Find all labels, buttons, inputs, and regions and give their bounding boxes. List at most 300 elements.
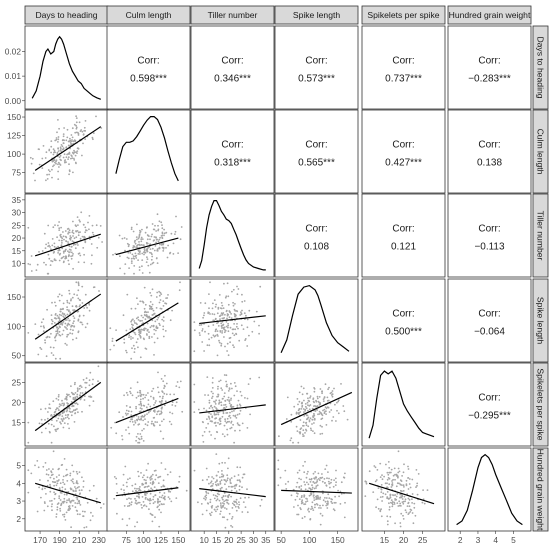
scatter-point — [214, 401, 216, 403]
scatter-point — [316, 503, 318, 505]
scatter-point — [231, 518, 233, 520]
scatter-point — [310, 508, 312, 510]
scatter-point — [123, 489, 125, 491]
scatter-point — [154, 313, 156, 315]
scatter-point — [246, 345, 248, 347]
panel-r0-c1 — [107, 26, 190, 109]
scatter-point — [325, 406, 327, 408]
scatter-point — [72, 255, 74, 257]
scatter-point — [163, 235, 165, 237]
scatter-point — [418, 473, 420, 475]
scatter-point — [154, 321, 156, 323]
scatter-point — [424, 503, 426, 505]
scatter-point — [231, 477, 233, 479]
scatter-point — [222, 499, 224, 501]
scatter-point — [56, 484, 58, 486]
scatter-point — [152, 314, 154, 316]
scatter-point — [307, 397, 309, 399]
scatter-point — [306, 477, 308, 479]
scatter-point — [217, 355, 219, 357]
scatter-point — [137, 442, 139, 444]
scatter-point — [234, 504, 236, 506]
scatter-point — [285, 488, 287, 490]
x-tick-label: 190 — [52, 535, 67, 545]
scatter-point — [54, 302, 56, 304]
scatter-point — [206, 468, 208, 470]
scatter-point — [219, 513, 221, 515]
scatter-point — [216, 334, 218, 336]
scatter-point — [125, 350, 127, 352]
scatter-point — [215, 399, 217, 401]
scatter-point — [382, 496, 384, 498]
scatter-point — [92, 515, 94, 517]
scatter-point — [312, 398, 314, 400]
scatter-point — [231, 291, 233, 293]
scatter-point — [44, 502, 46, 504]
scatter-point — [326, 497, 328, 499]
scatter-point — [135, 422, 137, 424]
scatter-point — [136, 488, 138, 490]
scatter-point — [290, 437, 292, 439]
scatter-point — [83, 379, 85, 381]
scatter-point — [214, 336, 216, 338]
scatter-point — [53, 450, 55, 452]
scatter-point — [209, 400, 211, 402]
scatter-point — [61, 236, 63, 238]
scatter-point — [59, 487, 61, 489]
scatter-point — [342, 405, 344, 407]
scatter-point — [131, 258, 133, 260]
scatter-point — [317, 413, 319, 415]
scatter-point — [335, 420, 337, 422]
scatter-point — [55, 358, 57, 360]
scatter-point — [56, 236, 58, 238]
scatter-point — [228, 390, 230, 392]
scatter-point — [68, 508, 70, 510]
scatter-point — [225, 381, 227, 383]
scatter-point — [71, 333, 73, 335]
scatter-point — [132, 328, 134, 330]
scatter-point — [217, 386, 219, 388]
scatter-point — [232, 507, 234, 509]
scatter-point — [169, 421, 171, 423]
scatter-point — [61, 324, 63, 326]
scatter-point — [138, 319, 140, 321]
corr-label: Corr: — [305, 55, 328, 67]
scatter-point — [146, 506, 148, 508]
scatter-point — [137, 392, 139, 394]
scatter-point — [227, 295, 229, 297]
scatter-point — [379, 463, 381, 465]
scatter-point — [232, 302, 234, 304]
scatter-point — [138, 329, 140, 331]
scatter-point — [226, 429, 228, 431]
scatter-point — [303, 415, 305, 417]
scatter-point — [141, 265, 143, 267]
scatter-point — [311, 506, 313, 508]
scatter-point — [227, 519, 229, 521]
scatter-point — [310, 429, 312, 431]
scatter-point — [216, 475, 218, 477]
scatter-point — [165, 330, 167, 332]
scatter-point — [163, 320, 165, 322]
scatter-point — [211, 485, 213, 487]
scatter-point — [140, 504, 142, 506]
scatter-point — [128, 433, 130, 435]
scatter-point — [124, 263, 126, 265]
x-axis-culm-length — [122, 531, 186, 545]
scatter-point — [399, 471, 401, 473]
scatter-point — [59, 331, 61, 333]
scatter-point — [310, 481, 312, 483]
scatter-point — [147, 329, 149, 331]
x-tick-label: 30 — [248, 535, 259, 545]
scatter-point — [160, 293, 162, 295]
scatter-point — [332, 396, 334, 398]
scatter-point — [199, 332, 201, 334]
scatter-point — [193, 401, 195, 403]
scatter-point — [47, 505, 49, 507]
scatter-point — [215, 330, 217, 332]
scatter-point — [153, 240, 155, 242]
scatter-point — [131, 485, 133, 487]
scatter-point — [80, 211, 82, 213]
scatter-point — [234, 303, 236, 305]
scatter-point — [144, 311, 146, 313]
scatter-point — [163, 316, 165, 318]
scatter-point — [72, 297, 74, 299]
scatter-point — [119, 268, 121, 270]
scatter-point — [75, 506, 77, 508]
scatter-point — [138, 488, 140, 490]
scatter-point — [326, 424, 328, 426]
scatter-point — [297, 430, 299, 432]
scatter-point — [131, 227, 133, 229]
scatter-point — [57, 148, 59, 150]
scatter-point — [132, 254, 134, 256]
scatter-point — [63, 476, 65, 478]
scatter-point — [152, 388, 154, 390]
scatter-point — [54, 412, 56, 414]
scatter-point — [159, 504, 161, 506]
scatter-point — [54, 243, 56, 245]
x-tick-label: 100 — [136, 535, 151, 545]
scatter-point — [208, 307, 210, 309]
scatter-point — [382, 493, 384, 495]
scatter-point — [145, 498, 147, 500]
y-tick-label: 125 — [7, 130, 21, 141]
scatter-point — [69, 324, 71, 326]
scatter-point — [258, 325, 260, 327]
scatter-point — [123, 342, 125, 344]
scatter-point — [52, 238, 54, 240]
scatter-point — [46, 473, 48, 475]
scatter-point — [243, 474, 245, 476]
scatter-point — [136, 436, 138, 438]
scatter-point — [41, 419, 43, 421]
scatter-point — [167, 474, 169, 476]
scatter-point — [305, 406, 307, 408]
x-axis-hundred-grain-weight — [458, 531, 516, 545]
scatter-point — [176, 401, 178, 403]
scatter-point — [126, 482, 128, 484]
scatter-point — [74, 399, 76, 401]
scatter-point — [38, 466, 40, 468]
scatter-point — [142, 477, 144, 479]
scatter-point — [221, 312, 223, 314]
scatter-point — [218, 325, 220, 327]
scatter-point — [224, 314, 226, 316]
scatter-point — [79, 471, 81, 473]
scatter-point — [328, 478, 330, 480]
scatter-point — [162, 232, 164, 234]
scatter-point — [296, 426, 298, 428]
scatter-point — [338, 399, 340, 401]
scatter-point — [300, 427, 302, 429]
scatter-point — [50, 415, 52, 417]
scatter-point — [214, 509, 216, 511]
scatter-point — [76, 150, 78, 152]
scatter-point — [71, 252, 73, 254]
scatter-point — [36, 460, 38, 462]
scatter-point — [380, 488, 382, 490]
scatter-point — [320, 507, 322, 509]
scatter-point — [366, 483, 368, 485]
scatter-point — [92, 383, 94, 385]
scatter-point — [415, 515, 417, 517]
scatter-point — [145, 348, 147, 350]
scatter-point — [302, 517, 304, 519]
scatter-point — [223, 396, 225, 398]
scatter-point — [310, 395, 312, 397]
scatter-point — [53, 148, 55, 150]
scatter-point — [154, 516, 156, 518]
scatter-point — [422, 489, 424, 491]
scatter-point — [153, 496, 155, 498]
scatter-point — [247, 319, 249, 321]
scatter-point — [161, 408, 163, 410]
scatter-point — [314, 504, 316, 506]
scatter-point — [162, 250, 164, 252]
scatter-point — [76, 480, 78, 482]
scatter-point — [144, 418, 146, 420]
scatter-point — [238, 507, 240, 509]
scatter-point — [221, 497, 223, 499]
scatter-point — [69, 396, 71, 398]
scatter-point — [51, 424, 53, 426]
scatter-point — [83, 254, 85, 256]
scatter-point — [301, 406, 303, 408]
scatter-point — [385, 464, 387, 466]
scatter-point — [128, 336, 130, 338]
scatter-point — [53, 354, 55, 356]
corr-label: Corr: — [221, 55, 244, 67]
scatter-point — [143, 501, 145, 503]
scatter-point — [394, 479, 396, 481]
scatter-point — [157, 499, 159, 501]
scatter-point — [246, 488, 248, 490]
scatter-point — [134, 488, 136, 490]
scatter-point — [221, 404, 223, 406]
corr-value: −0.283*** — [468, 73, 511, 85]
scatter-point — [62, 308, 64, 310]
scatter-point — [311, 492, 313, 494]
scatter-point — [92, 225, 94, 227]
scatter-point — [202, 328, 204, 330]
scatter-point — [307, 471, 309, 473]
scatter-point — [214, 438, 216, 440]
scatter-point — [83, 315, 85, 317]
scatter-point — [159, 424, 161, 426]
scatter-point — [51, 352, 53, 354]
scatter-point — [138, 416, 140, 418]
scatter-point — [175, 405, 177, 407]
scatter-point — [57, 171, 59, 173]
scatter-point — [31, 270, 33, 272]
scatter-point — [143, 302, 145, 304]
scatter-point — [57, 119, 59, 121]
scatter-point — [145, 394, 147, 396]
scatter-point — [340, 383, 342, 385]
scatter-point — [126, 330, 128, 332]
scatter-point — [239, 467, 241, 469]
scatter-point — [198, 409, 200, 411]
scatter-point — [328, 481, 330, 483]
scatter-point — [69, 320, 71, 322]
scatter-point — [312, 487, 314, 489]
scatter-point — [217, 388, 219, 390]
scatter-point — [396, 496, 398, 498]
scatter-point — [304, 409, 306, 411]
scatter-point — [96, 498, 98, 500]
column-strip-days-to-heading — [25, 6, 108, 24]
scatter-point — [63, 516, 65, 518]
scatter-point — [47, 336, 49, 338]
y-axis-spike-length — [7, 292, 25, 361]
scatter-point — [179, 476, 181, 478]
scatter-point — [244, 397, 246, 399]
scatter-point — [147, 238, 149, 240]
scatter-point — [201, 503, 203, 505]
scatter-point — [214, 299, 216, 301]
scatter-point — [51, 442, 53, 444]
scatter-point — [380, 491, 382, 493]
scatter-point — [241, 486, 243, 488]
scatter-point — [177, 252, 179, 254]
scatter-point — [59, 293, 61, 295]
scatter-point — [226, 326, 228, 328]
scatter-point — [136, 239, 138, 241]
scatter-point — [114, 476, 116, 478]
scatter-point — [64, 422, 66, 424]
scatter-point — [202, 514, 204, 516]
scatter-point — [81, 286, 83, 288]
scatter-point — [225, 495, 227, 497]
scatter-point — [27, 492, 29, 494]
scatter-point — [71, 134, 73, 136]
scatter-point — [147, 234, 149, 236]
scatter-point — [135, 490, 137, 492]
scatter-point — [299, 470, 301, 472]
scatter-point — [74, 382, 76, 384]
scatter-point — [211, 416, 213, 418]
scatter-point — [143, 252, 145, 254]
scatter-point — [136, 419, 138, 421]
scatter-point — [133, 424, 135, 426]
scatter-point — [143, 394, 145, 396]
scatter-point — [232, 526, 234, 528]
scatter-point — [322, 505, 324, 507]
scatter-point — [228, 401, 230, 403]
scatter-point — [156, 296, 158, 298]
scatter-point — [68, 428, 70, 430]
scatter-point — [138, 475, 140, 477]
scatter-point — [213, 478, 215, 480]
scatter-point — [224, 400, 226, 402]
scatter-point — [304, 503, 306, 505]
scatter-point — [126, 405, 128, 407]
scatter-point — [150, 301, 152, 303]
scatter-point — [142, 420, 144, 422]
x-tick-label: 15 — [379, 535, 390, 545]
scatter-point — [45, 428, 47, 430]
scatter-point — [138, 395, 140, 397]
scatter-point — [150, 248, 152, 250]
scatter-point — [220, 307, 222, 309]
scatter-point — [145, 232, 147, 234]
scatter-point — [324, 409, 326, 411]
scatter-point — [247, 398, 249, 400]
scatter-point — [160, 410, 162, 412]
scatter-point — [156, 413, 158, 415]
scatter-point — [48, 468, 50, 470]
scatter-point — [65, 236, 67, 238]
scatter-point — [57, 315, 59, 317]
scatter-point — [396, 502, 398, 504]
scatter-point — [112, 340, 114, 342]
scatter-point — [78, 234, 80, 236]
scatter-point — [224, 492, 226, 494]
scatter-point — [66, 319, 68, 321]
x-tick-label: 2 — [457, 535, 463, 545]
scatter-point — [206, 418, 208, 420]
scatter-point — [401, 475, 403, 477]
scatter-point — [409, 483, 411, 485]
scatter-point — [47, 418, 49, 420]
scatter-point — [408, 488, 410, 490]
scatter-point — [409, 499, 411, 501]
scatter-point — [136, 245, 138, 247]
scatter-point — [132, 490, 134, 492]
x-tick-label: 20 — [224, 535, 234, 545]
scatter-point — [140, 399, 142, 401]
scatter-point — [402, 498, 404, 500]
scatter-point — [218, 414, 220, 416]
scatter-point — [133, 265, 135, 267]
scatter-point — [385, 493, 387, 495]
scatter-point — [317, 495, 319, 497]
scatter-point — [150, 264, 152, 266]
scatter-point — [175, 231, 177, 233]
scatter-point — [83, 527, 85, 529]
scatter-point — [219, 318, 221, 320]
scatter-point — [77, 320, 79, 322]
scatter-point — [299, 411, 301, 413]
scatter-point — [212, 387, 214, 389]
scatter-point — [411, 479, 413, 481]
scatter-point — [153, 502, 155, 504]
scatter-point — [324, 482, 326, 484]
